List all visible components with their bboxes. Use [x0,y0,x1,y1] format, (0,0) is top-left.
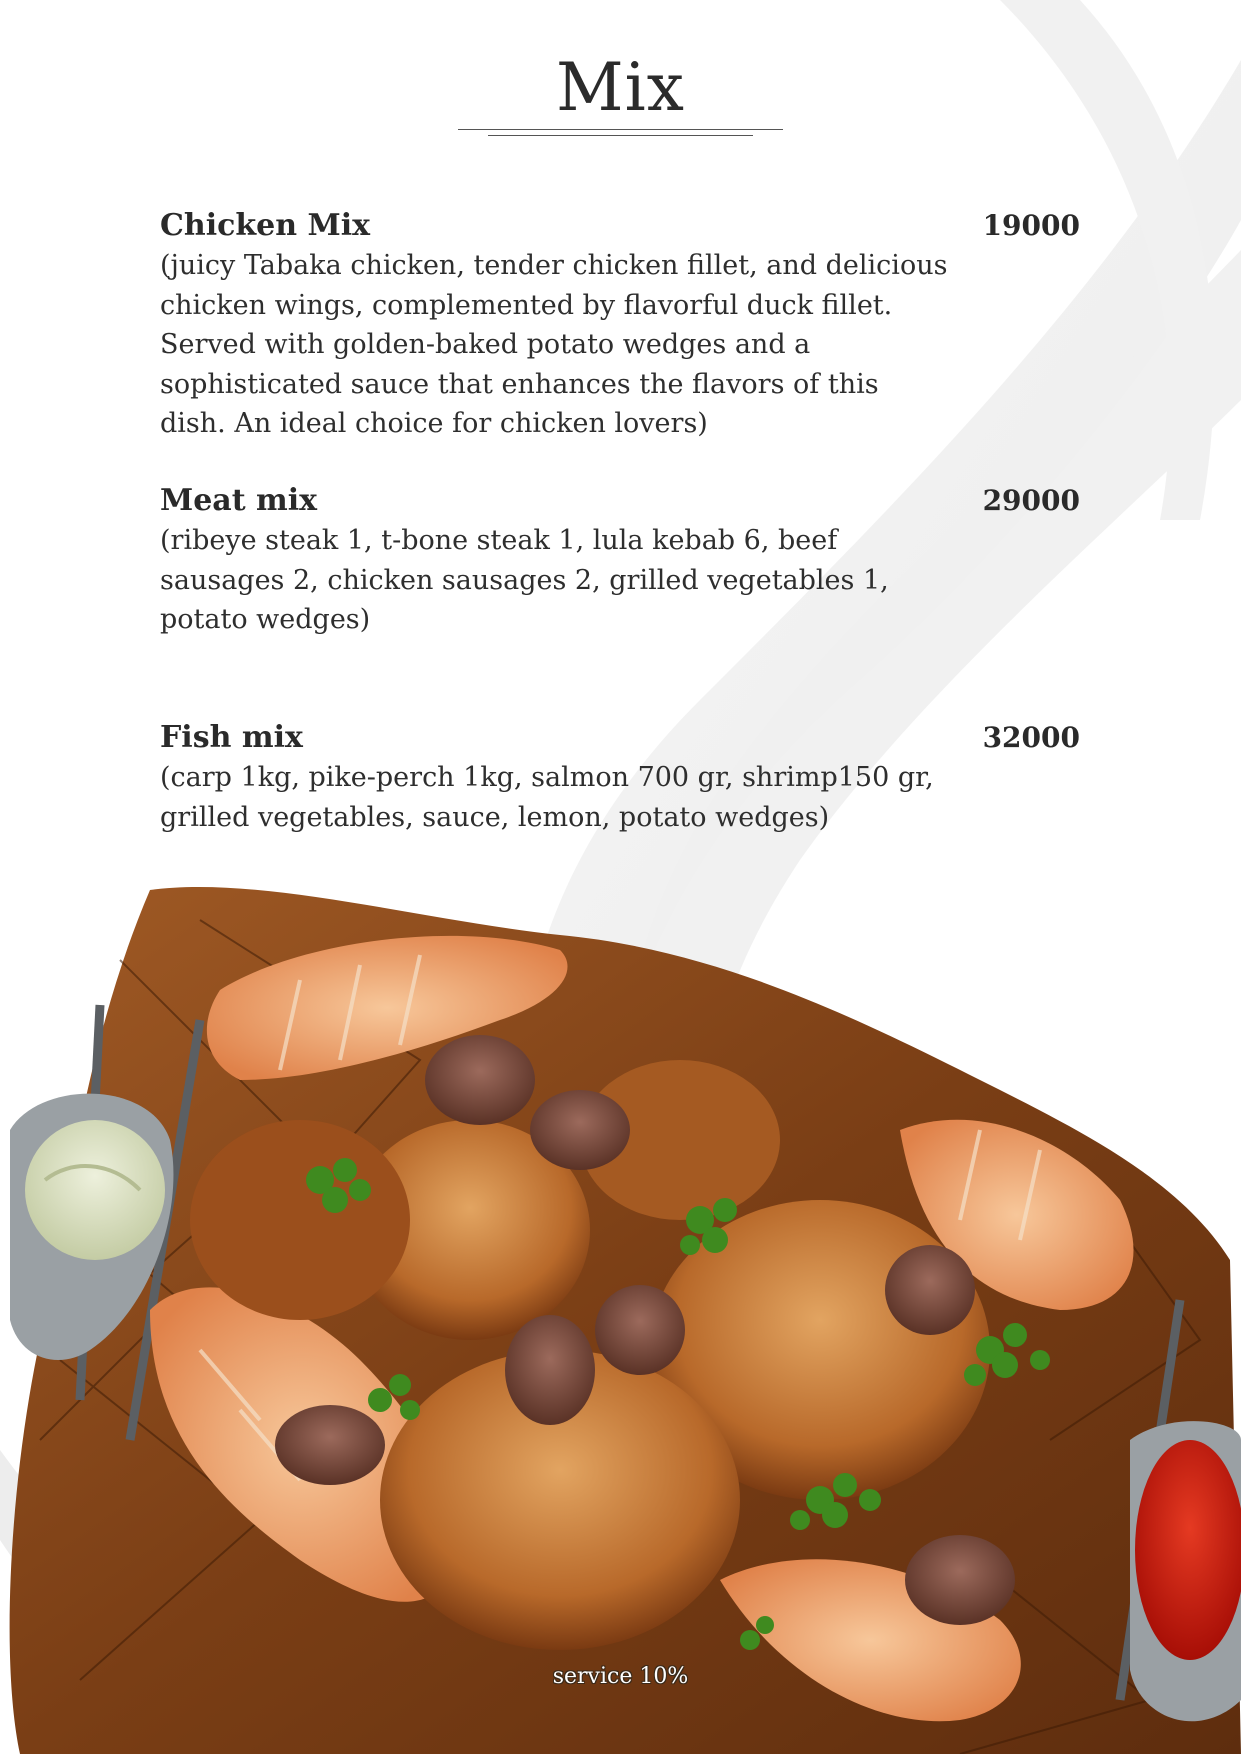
title-underline-bottom [488,135,753,136]
menu-item-fish-mix [160,718,1080,837]
service-charge-note: service 10% [552,1664,689,1689]
item-name: Chicken Mix [160,208,370,243]
mixed-grill-platter-photo [0,880,1241,1754]
title-underline-top [458,129,783,130]
menu-item-meat-mix [160,481,1080,640]
item-price: 29000 [982,484,1080,517]
item-description: (juicy Tabaka chicken, tender chicken fillet, and delicious chicken wings, complemented by flavorful duck fillet. Served with golden-baked potato wedges and a sophisticated sauce that enhances the flavors of this dish. An ideal choice for chicken lovers) [160,250,948,439]
item-description: (ribeye steak 1, t-bone steak 1, lula kebab 6, beef sausages 2, chicken sausages 2, grilled vegetables 1, potato wedges) [160,525,889,635]
item-name: Fish mix [160,720,303,755]
item-price: 32000 [982,721,1080,754]
item-name: Meat mix [160,483,318,518]
page-title: Mix [556,49,685,126]
item-price: 19000 [982,209,1080,242]
menu-item-chicken-mix [160,206,1080,444]
item-description: (carp 1kg, pike-perch 1kg, salmon 700 gr, shrimp150 gr, grilled vegetables, sauce, lemon, potato wedges) [160,762,934,833]
